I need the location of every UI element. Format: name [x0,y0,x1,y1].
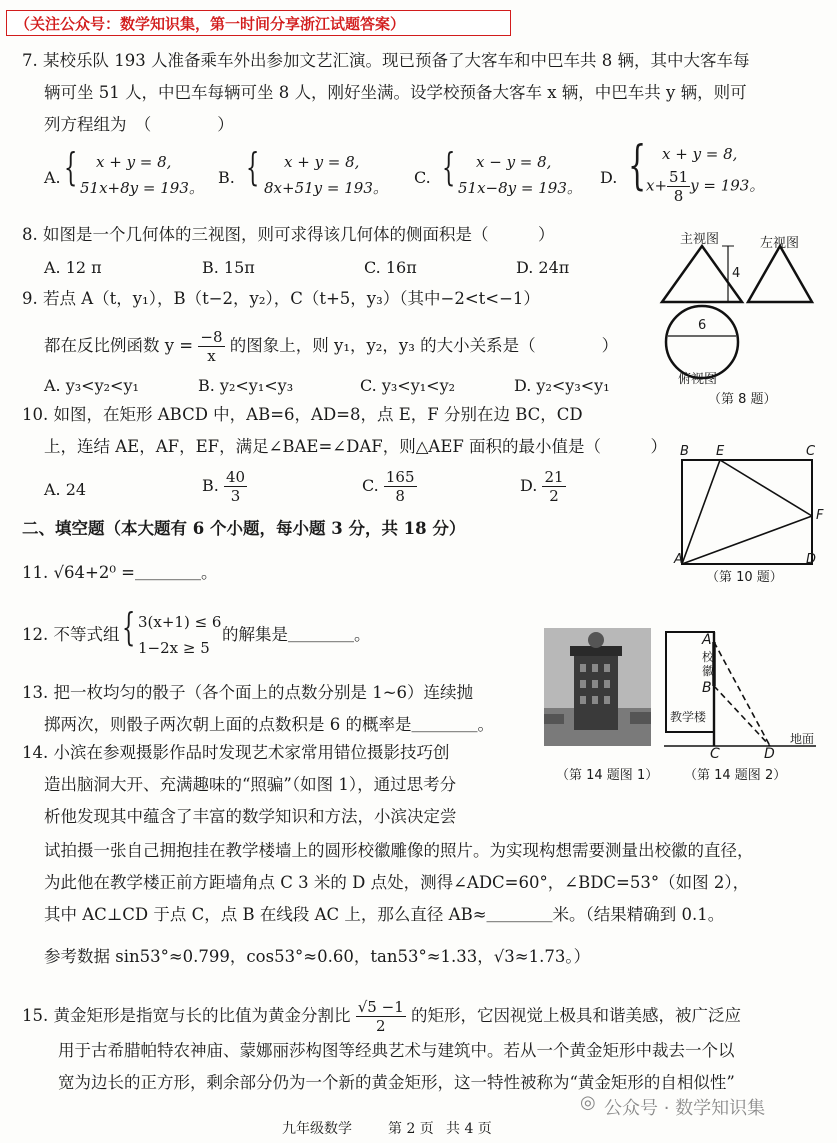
q13-line2: 掷两次，则骰子两次朝上面的点数积是 6 的概率是＿＿＿＿。 [44,715,494,734]
q8-height-label: 4 [732,266,741,281]
q7-option-c-eq1: x − y = 8, [476,153,552,171]
q12-prefix: 12. 不等式组 [22,625,120,644]
q10-option-c [362,468,417,505]
q7-line1: 7. 某校乐队 193 人准备乘车外出参加文艺汇演。现已预备了大客车和中巴车共 8 辆，其中大客车每 [22,51,750,70]
q7-option-a-eq1: x + y = 8, [96,153,172,171]
q10-option-b-den: 3 [230,487,241,505]
q8-front-view-label: 主视图 [680,232,720,247]
q15-fraction [356,998,406,1035]
q14-line3: 析他发现其中蕴含了丰富的数学知识和方法，小滨决定尝 [44,807,457,826]
q9-option-b: B. y₂<y₁<y₃ [198,376,294,395]
q10-option-b [202,468,247,505]
q10-label-f: F [816,508,824,523]
q7-option-d-eq2-suffix: y = 193。 [690,176,765,195]
q7-option-c-brace: { [442,145,456,189]
q8-top-view-label: 俯视图 [678,372,718,387]
q10-label-c: C [806,444,816,459]
q14-line7: 参考数据 sin53°≈0.799，cos53°≈0.60，tan53°≈1.33，√3≈1.73。） [44,947,591,966]
segment-ae [682,460,720,564]
q10-label-b: B [680,444,689,459]
q10-option-c-fraction [384,468,417,505]
q7-option-d-eq2 [646,168,764,205]
q10-line1: 10. 如图，在矩形 ABCD 中，AB=6，AD=8，点 E，F 分别在边 BC，CD [22,405,583,424]
q10-option-d [520,468,566,505]
q14-label-b: B [702,680,712,696]
q12-brace: { [122,605,136,649]
q7-option-d-eq2-prefix: x+ [646,176,668,195]
section-2-heading: 二、填空题（本大题有 6 个小题，每小题 3 分，共 18 分） [22,519,466,538]
q12-suffix: 的解集是＿＿＿＿。 [222,625,371,644]
q14-line6: 其中 AC⊥CD 于点 C，点 B 在线段 AC 上，那么直径 AB≈＿＿＿＿米。（结果精确到 0.1。 [44,905,725,924]
q10-option-b-label: B. [202,476,219,495]
q9-fraction-den: x [207,347,216,365]
q9-line2 [44,328,618,365]
q8-diameter-label: 6 [698,318,707,333]
q7-option-a-eq2: 51x+8y = 193。 [80,179,204,197]
q9-fraction [198,328,224,365]
q14-photo-illustration [544,628,651,746]
q9-option-a: A. y₃<y₂<y₁ [44,376,139,395]
q7-option-d-eq1: x + y = 8, [662,145,738,163]
wechat-icon: ◎ [580,1092,596,1113]
q7-option-d-fraction [667,168,690,205]
q15-line3: 宽为边长的正方形，剩余部分仍为一个新的黄金矩形，这一特性被称为“黄金矩形的自相似性” [58,1073,735,1092]
q10-option-c-den: 8 [395,487,405,505]
q10-label-e: E [716,444,725,459]
q15-fraction-den: 2 [375,1017,386,1035]
q9-line2-suffix: 的图象上，则 y₁，y₂，y₃ 的大小关系是（ ） [229,336,619,355]
footer-page: 第 2 页 [388,1121,434,1137]
front-view-triangle [662,246,742,302]
q10-option-d-label: D. [520,476,538,495]
q7-option-d-fraction-num: 51 [669,168,689,186]
q9-line2-prefix: 都在反比例函数 y = [44,336,194,355]
q13-line1: 13. 把一枚均匀的骰子（各个面上的点数分别是 1~6）连续抛 [22,683,474,702]
footer-subject: 九年级数学 [282,1121,352,1137]
q10-caption: （第 10 题） [706,570,783,585]
q10-option-d-num: 21 [544,468,564,486]
q10-label-a: A [674,552,683,567]
q7-option-b-label: B. [218,168,235,187]
q14-label-ground: 地面 [790,732,815,746]
q9-option-d: D. y₂<y₃<y₁ [514,376,610,395]
q7-option-a-brace: { [64,145,78,189]
q15-line1-suffix: 的矩形，它因视觉上极具和谐美感，被广泛应 [410,1006,741,1025]
header-banner: （关注公众号：数学知识集，第一时间分享浙江试题答案） [6,10,511,36]
q15-line2: 用于古希腊帕特农神庙、蒙娜丽莎构图等经典艺术与建筑中。若从一个黄金矩形中裁去一个以 [58,1041,735,1060]
q14-line1: 14. 小滨在参观摄影作品时发现艺术家常用错位摄影技巧创 [22,743,450,762]
q7-option-b-eq1: x + y = 8, [284,153,360,171]
watermark-text: 公众号 · 数学知识集 [604,1098,766,1119]
q15-line1-prefix: 15. 黄金矩形是指宽与长的比值为黄金分割比 [22,1006,351,1025]
q10-option-a-label: A. [44,480,61,499]
q8-option-a: A. 12 π [44,258,102,277]
q8-caption: （第 8 题） [708,392,777,407]
q14-label-d: D [764,746,775,762]
q7-option-d-label: D. [600,168,618,187]
q14-label-badge: 校徽 [702,650,715,678]
q7-option-b-eq2: 8x+51y = 193。 [264,179,388,197]
q10-option-a-value: 24 [65,480,87,499]
segment-af [682,516,812,564]
q14-photo-figure1 [544,628,651,746]
q9-option-c: C. y₃<y₁<y₂ [360,376,456,395]
q7-option-a-label: A. [44,168,61,187]
q10-option-b-fraction [224,468,247,505]
q10-option-c-label: C. [362,476,379,495]
q10-line2: 上，连结 AE，AF，EF，满足∠BAE=∠DAF，则△AEF 面积的最小值是（ ） [44,437,668,456]
q15-fraction-num: √5 −1 [357,998,404,1016]
q9-line1: 9. 若点 A（t，y₁），B（t−2，y₂），C（t+5，y₃）（其中−2<t<−1） [22,289,540,308]
sight-line-bd [714,686,770,746]
q10-option-a [44,480,86,499]
q8-text: 8. 如图是一个几何体的三视图，则可求得该几何体的侧面积是（ ） [22,225,555,244]
left-view-triangle [748,246,812,302]
q10-option-c-num: 165 [385,468,415,486]
q7-option-d-fraction-den: 8 [673,187,684,205]
q7-option-d-brace: { [628,136,647,196]
q7-option-b-brace: { [246,145,260,189]
q9-fraction-num: −8 [200,328,223,346]
q8-left-view-label: 左视图 [760,236,800,251]
q8-option-d: D. 24π [516,258,570,277]
q14-line2: 造出脑洞大开、充满趣味的“照骗”（如图 1），通过思考分 [44,775,457,794]
q14-fig1-caption: （第 14 题图 1） [556,768,659,783]
q10-option-b-num: 40 [225,468,246,486]
q15-line1 [22,998,741,1035]
q7-line2: 辆可坐 51 人，中巴车每辆可坐 8 人，刚好坐满。设学校预备大客车 x 辆，中巴车共 y 辆，则可 [44,83,747,102]
q14-label-c: C [710,746,720,762]
q11-text: 11. √64+2⁰ =＿＿＿＿。 [22,563,218,582]
q12-eq1: 3(x+1) ≤ 6 [138,613,222,631]
q8-option-c: C. 16π [364,258,417,277]
q10-option-d-fraction [542,468,565,505]
q10-option-d-den: 2 [549,487,559,505]
q8-option-b: B. 15π [202,258,255,277]
q14-label-building: 教学楼 [670,710,707,724]
q14-line5: 为此他在教学楼正前方距墙角点 C 3 米的 D 点处，测得∠ADC=60°，∠BDC=53°（如图 2）， [44,873,750,892]
q7-line3: 列方程组为 （ ） [44,115,234,134]
q14-line4: 试拍摄一张自己拥抱挂在教学楼墙上的圆形校徽雕像的照片。为实现构想需要测量出校徽的直径， [44,841,754,860]
q7-option-c-label: C. [414,168,431,187]
segment-ef [720,460,812,516]
q10-label-d: D [806,552,817,567]
q14-fig2-caption: （第 14 题图 2） [684,768,787,783]
q14-label-a: A [702,632,712,648]
q12-eq2: 1−2x ≥ 5 [138,639,210,657]
footer-total: 共 4 页 [446,1121,492,1137]
q7-option-c-eq2: 51x−8y = 193。 [458,179,582,197]
